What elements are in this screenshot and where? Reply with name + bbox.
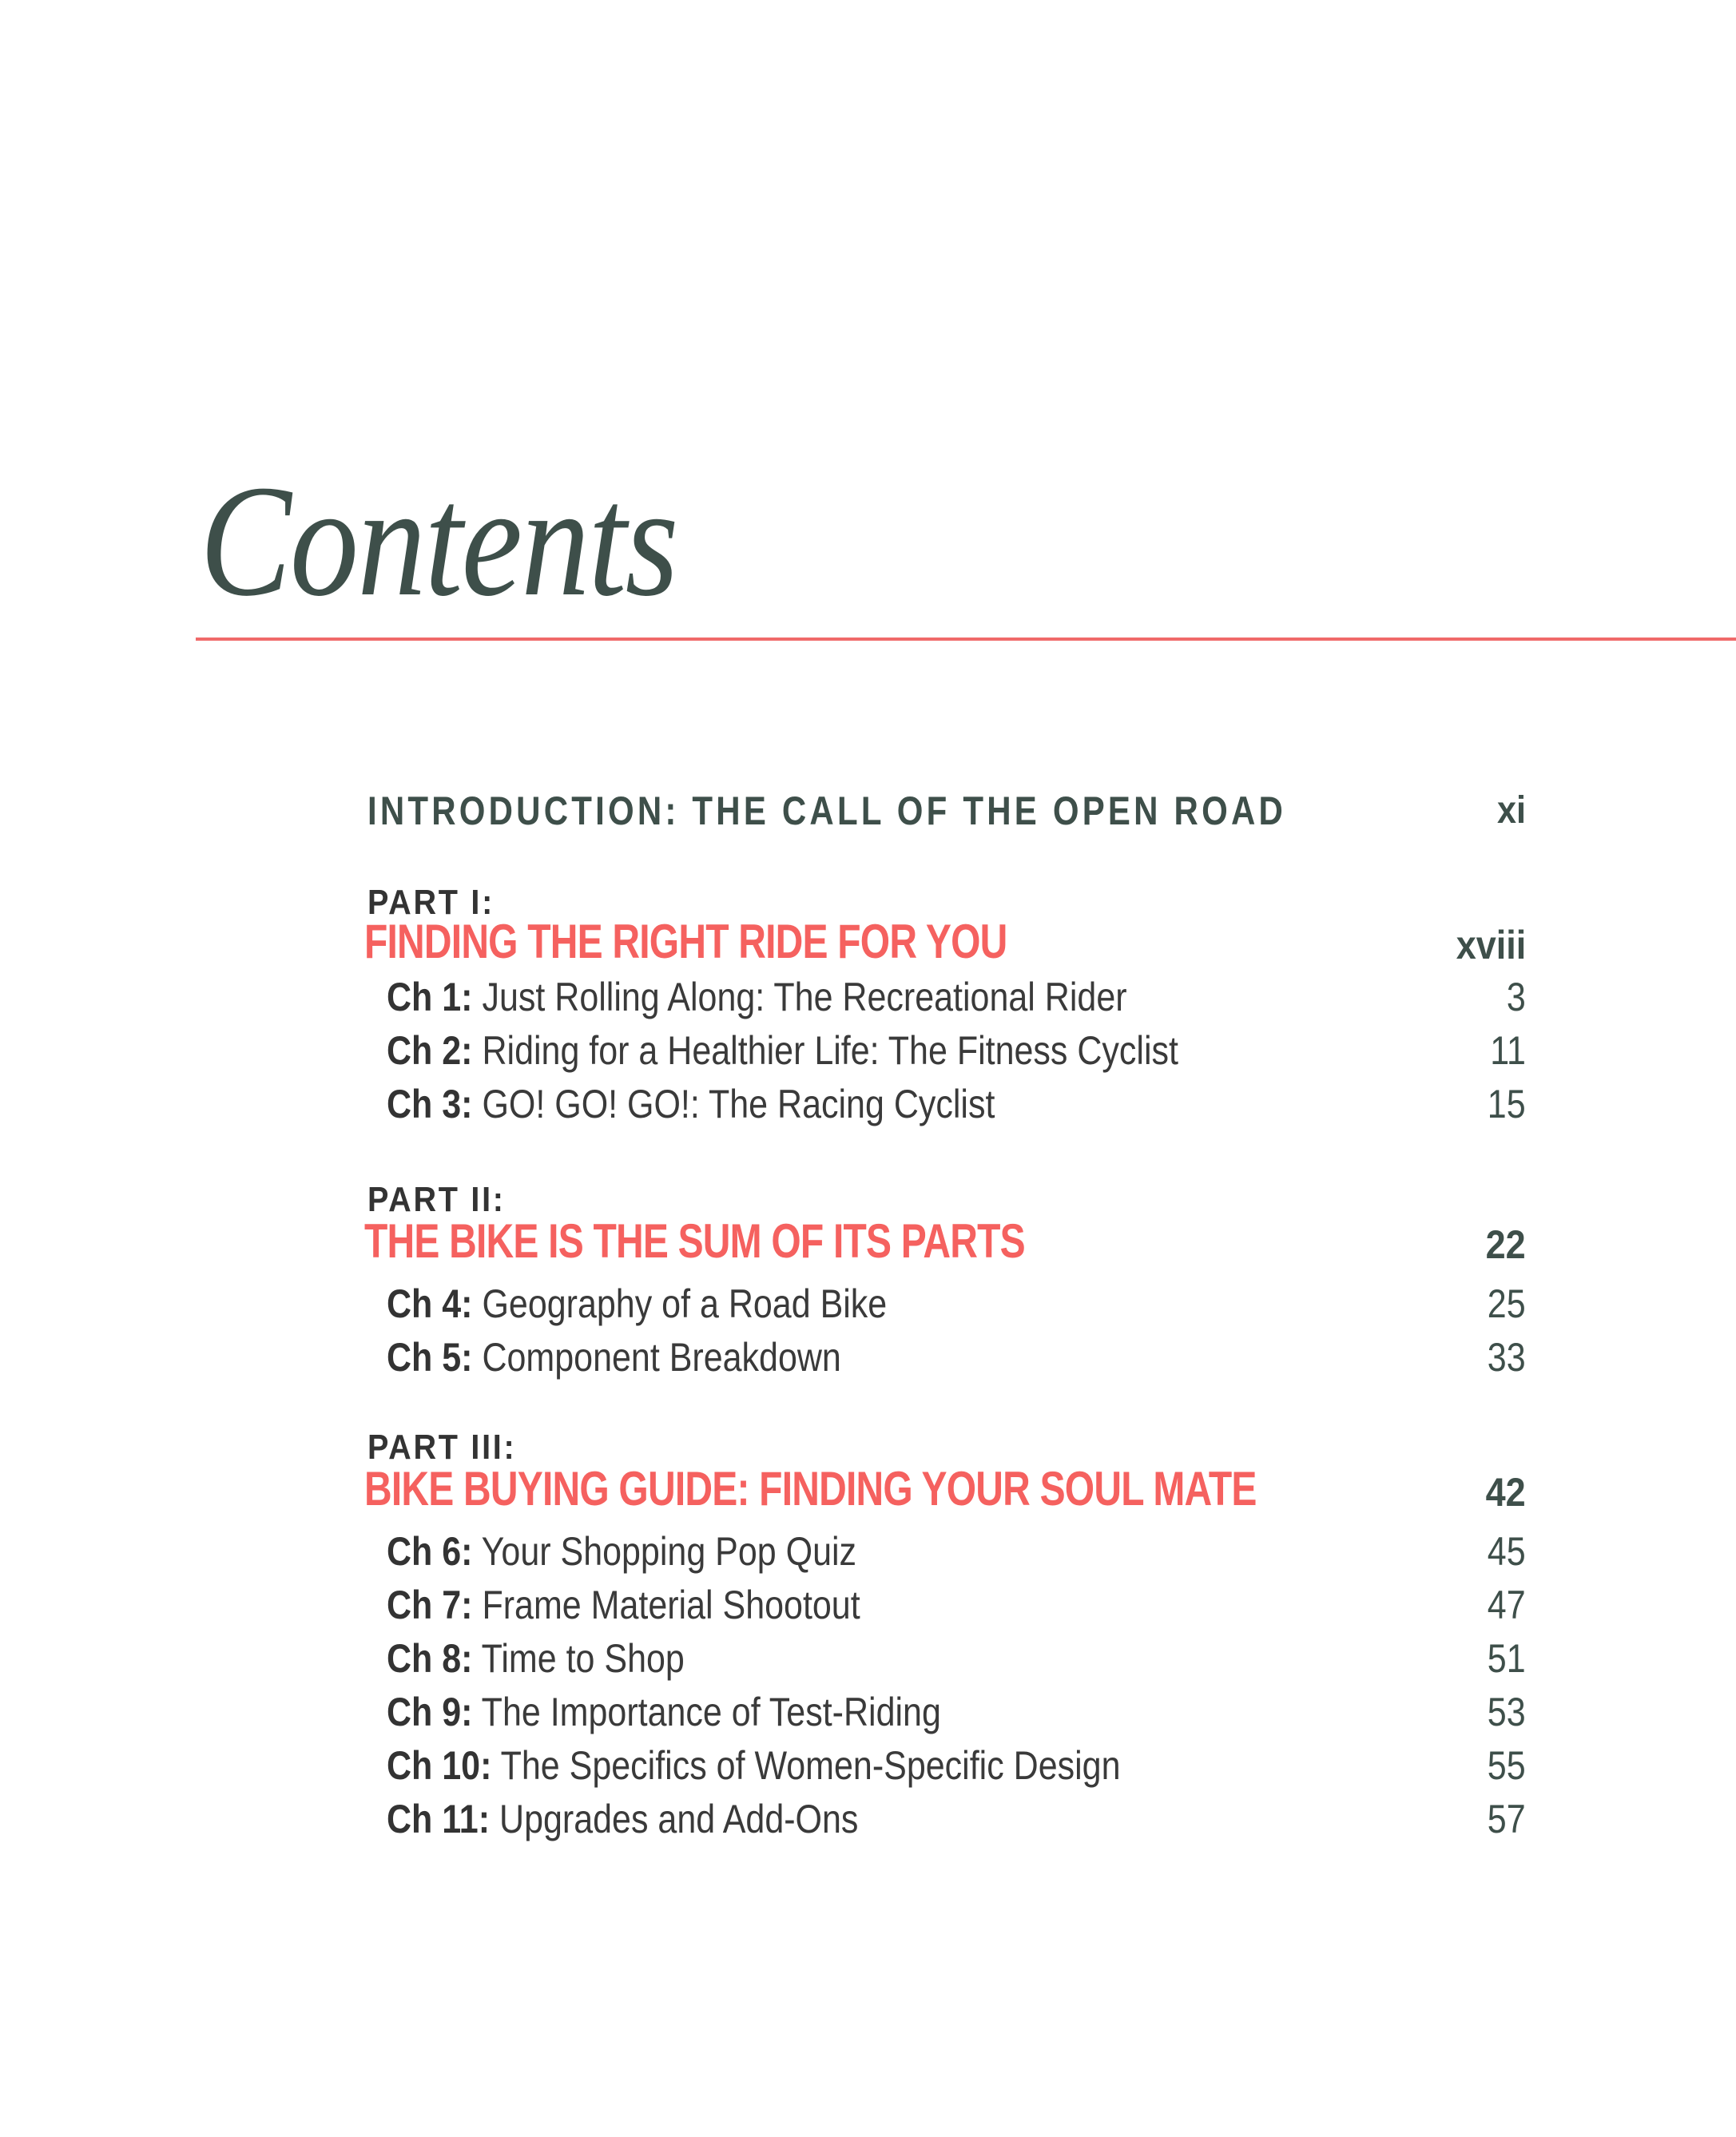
toc-entry-part-1[interactable] <box>0 915 1736 968</box>
chapter-11-number: Ch 11: <box>387 1797 491 1841</box>
chapter-1-title: Just Rolling Along: The Recreational Rider <box>482 975 1127 1019</box>
chapter-11-label <box>387 1795 858 1843</box>
chapter-8-page-number: 51 <box>1488 1636 1526 1681</box>
chapter-10-page-number: 55 <box>1488 1743 1526 1788</box>
chapter-1-number: Ch 1: <box>387 975 473 1019</box>
chapter-7-page-number: 47 <box>1488 1583 1526 1627</box>
chapter-7-title: Frame Material Shootout <box>482 1583 860 1627</box>
toc-entry-chapter-6[interactable] <box>0 1527 1736 1575</box>
chapter-2-label <box>387 1027 1178 1074</box>
chapter-11-page-number: 57 <box>1488 1797 1526 1841</box>
toc-entry-chapter-9[interactable] <box>0 1688 1736 1736</box>
chapter-5-number: Ch 5: <box>387 1335 473 1380</box>
chapter-8-title: Time to Shop <box>481 1636 685 1681</box>
chapter-8-number: Ch 8: <box>387 1636 473 1681</box>
chapter-5-title: Component Breakdown <box>482 1335 841 1380</box>
toc-entry-chapter-7[interactable] <box>0 1581 1736 1629</box>
toc-entry-part-2[interactable] <box>0 1214 1736 1268</box>
toc-entry-chapter-4[interactable] <box>0 1280 1736 1328</box>
chapter-5-page-number: 33 <box>1488 1335 1526 1380</box>
chapter-6-number: Ch 6: <box>387 1529 473 1574</box>
chapter-6-page-number: 45 <box>1488 1529 1526 1574</box>
chapter-2-number: Ch 2: <box>387 1028 473 1073</box>
part-3-page-number: 42 <box>1485 1470 1526 1515</box>
part-3-title: BIKE BUYING GUIDE: FINDING YOUR SOUL MATE <box>364 1462 1257 1515</box>
chapter-9-page-number: 53 <box>1488 1690 1526 1734</box>
chapter-3-page-number: 15 <box>1488 1082 1526 1126</box>
toc-entry-chapter-2[interactable] <box>0 1027 1736 1074</box>
toc-entry-introduction[interactable] <box>0 787 1736 835</box>
part-3-label: PART III: <box>367 1428 517 1467</box>
toc-entry-chapter-1[interactable] <box>0 973 1736 1021</box>
title-divider-rule <box>196 638 1736 641</box>
chapter-2-page-number: 11 <box>1490 1028 1526 1073</box>
chapter-5-label <box>387 1333 841 1381</box>
toc-entry-chapter-5[interactable] <box>0 1333 1736 1381</box>
chapter-9-number: Ch 9: <box>387 1690 473 1734</box>
part-1-page-number: xviii <box>1456 923 1526 967</box>
part-2-title: THE BIKE IS THE SUM OF ITS PARTS <box>364 1214 1025 1268</box>
toc-entry-chapter-8[interactable] <box>0 1635 1736 1682</box>
chapter-7-label <box>387 1581 860 1629</box>
chapter-10-label <box>387 1742 1121 1789</box>
chapter-6-label <box>387 1527 856 1575</box>
chapter-1-label <box>387 973 1127 1021</box>
part-1-title: FINDING THE RIGHT RIDE FOR YOU <box>364 915 1007 968</box>
chapter-9-title: The Importance of Test-Riding <box>481 1690 941 1734</box>
chapter-3-label <box>387 1080 995 1128</box>
chapter-10-number: Ch 10: <box>387 1743 492 1788</box>
toc-entry-part-3[interactable] <box>0 1462 1736 1515</box>
toc-entry-chapter-3[interactable] <box>0 1080 1736 1128</box>
chapter-4-page-number: 25 <box>1488 1281 1526 1326</box>
chapter-8-label <box>387 1635 685 1682</box>
chapter-3-title: GO! GO! GO!: The Racing Cyclist <box>482 1082 995 1126</box>
chapter-10-title: The Specifics of Women-Specific Design <box>500 1743 1121 1788</box>
chapter-7-number: Ch 7: <box>387 1583 473 1627</box>
toc-entry-chapter-10[interactable] <box>0 1742 1736 1789</box>
page-title: Contents <box>200 453 677 630</box>
chapter-6-title: Your Shopping Pop Quiz <box>481 1529 857 1574</box>
introduction-page-number: xi <box>1496 789 1526 832</box>
chapter-3-number: Ch 3: <box>387 1082 473 1126</box>
introduction-label: INTRODUCTION: THE CALL OF THE OPEN ROAD <box>367 788 1287 833</box>
part-2-label: PART II: <box>367 1180 506 1219</box>
part-2-page-number: 22 <box>1485 1222 1526 1267</box>
part-1-label: PART I: <box>367 883 495 922</box>
chapter-9-label <box>387 1688 941 1736</box>
chapter-1-page-number: 3 <box>1507 975 1526 1019</box>
toc-entry-chapter-11[interactable] <box>0 1795 1736 1843</box>
chapter-11-title: Upgrades and Add-Ons <box>499 1797 859 1841</box>
chapter-2-title: Riding for a Healthier Life: The Fitness Cyclist <box>482 1028 1178 1073</box>
chapter-4-label <box>387 1280 887 1328</box>
chapter-4-number: Ch 4: <box>387 1281 473 1326</box>
chapter-4-title: Geography of a Road Bike <box>482 1281 888 1326</box>
